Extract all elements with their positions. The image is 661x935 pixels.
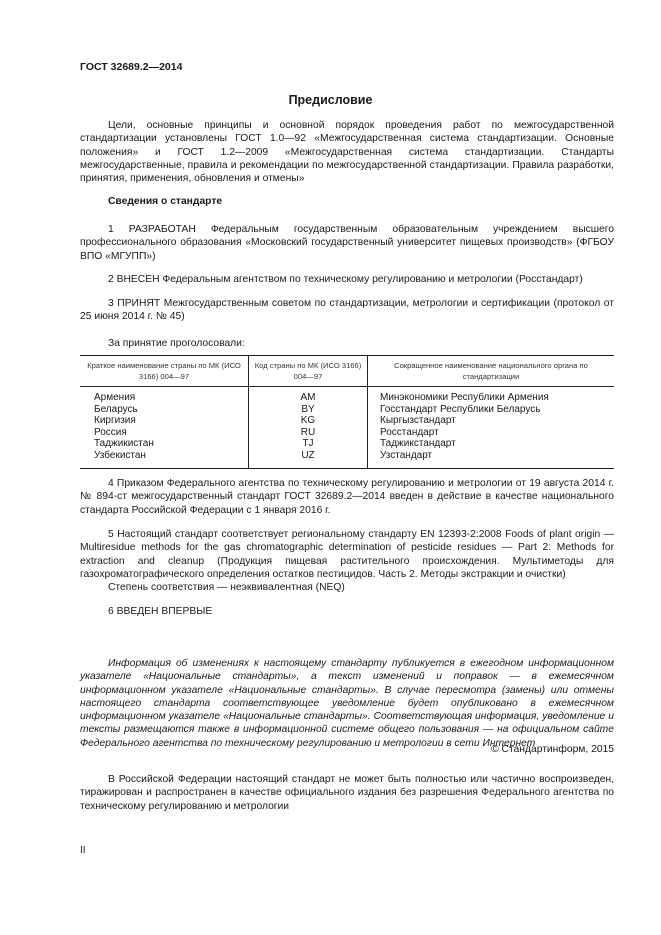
voting-table bbox=[80, 355, 614, 469]
page-number: II bbox=[80, 845, 86, 856]
item-2-paragraph: 2 ВНЕСЕН Федеральным агентством по техническому регулированию и метрологии (Росстандарт) bbox=[108, 274, 583, 285]
standards-body-name: Таджикстандарт bbox=[380, 438, 456, 450]
standards-body-name: Узстандарт bbox=[380, 449, 433, 461]
item-5-paragraph: 5 Настоящий стандарт соответствует региональному стандарту EN 12393-2:2008 Foods of plant origin — Multiresidue methods for the gas chromatographic determination of pesticide residues — Part 2: Methods for extraction and cleanup (Продукция пищевая растительного происхождения. Мультиметоды для газохроматографического определения остатков пестицидов. Часть 2. Методы экстракции и очистки) bbox=[80, 529, 614, 580]
voted-label: За принятие проголосовали: bbox=[108, 338, 245, 349]
rights-paragraph: В Российской Федерации настоящий стандарт не может быть полностью или частично воспроизведен, тиражирован и распространен в качестве официального издания без разрешения Федерального агентства по техническому регулированию и метрологии bbox=[80, 774, 614, 812]
country-code: AM bbox=[300, 392, 316, 403]
body-cell bbox=[368, 387, 615, 469]
country-name: Киргизия bbox=[94, 415, 136, 427]
standards-body-name: Минэкономики Республики Армения bbox=[380, 392, 549, 403]
country-code: UZ bbox=[301, 449, 315, 461]
section-subheading: Сведения о стандарте bbox=[108, 196, 223, 207]
country-code: TJ bbox=[302, 438, 314, 450]
item-3-paragraph: 3 ПРИНЯТ Межгосударственным советом по стандартизации, метрологии и сертификации (протокол от 25 июня 2014 г. № 45) bbox=[80, 298, 614, 323]
intro-paragraph: Цели, основные принципы и основной порядок проведения работ по межгосударственной стандартизации установлены ГОСТ 1.0—92 «Межгосударственная система стандартизации. Основные положения» и ГОСТ 1.2—2009 «Межгосударственная система стандартизации. Стандарты межгосударственные, правила и рекомендации по межгосударственной стандартизации. Правила разработки, принятия, применения, обновления и отмены» bbox=[80, 120, 614, 185]
code-cell bbox=[249, 387, 368, 469]
info-notice: Информация об изменениях к настоящему стандарту публикуется в ежегодном информационном указателе «Национальные стандарты», а текст изменений и поправок — в ежемесячном информационном указателе «Национальные стандарты». В случае пересмотра (замены) или отмены настоящего стандарта соответствующее уведомление будет опубликовано в ежемесячном информационном указателе «Национальные стандарты». Соответствующая информация, уведомление и тексты размещаются также в информационной системе общего пользования — на официальном сайте Федерального агентства по техническому регулированию и метрологии в сети Интернет bbox=[80, 658, 614, 749]
country-name: Армения bbox=[94, 392, 136, 403]
item-4-paragraph: 4 Приказом Федерального агентства по техническому регулированию и метрологии от 19 августа 2014 г. № 894-ст межгосударственный стандарт ГОСТ 32689.2—2014 введен в действие в качестве национального стандарта Российской Федерации с 1 января 2016 г. bbox=[80, 478, 614, 516]
item-1-paragraph: 1 РАЗРАБОТАН Федеральным государственным образовательным учреждением высшего профессионального образования «Московский государственный университет пищевых производств» (ФГБОУ ВПО «МГУПП») bbox=[80, 224, 614, 262]
country-name: Россия bbox=[94, 426, 127, 438]
country-cell bbox=[80, 387, 249, 469]
standards-body-name: Госстандарт Республики Беларусь bbox=[380, 403, 541, 415]
table-header-row bbox=[80, 356, 614, 387]
country-name: Узбекистан bbox=[94, 449, 146, 461]
standards-body-name: Кыргызстандарт bbox=[380, 415, 456, 427]
country-name: Беларусь bbox=[94, 403, 138, 415]
table-row bbox=[80, 387, 614, 469]
document-header: ГОСТ 32689.2—2014 bbox=[80, 61, 183, 73]
country-code: KG bbox=[300, 415, 316, 427]
item-5-degree: Степень соответствия — неэквивалентная (NEQ) bbox=[108, 582, 345, 593]
country-code: RU bbox=[300, 426, 316, 438]
column-header-country: Краткое наименование страны по МК (ИСО 3166) 004—97 bbox=[80, 356, 249, 387]
column-header-body: Сокращенное наименование национального органа по стандартизации bbox=[368, 356, 615, 387]
standards-body-name: Росстандарт bbox=[380, 426, 439, 438]
country-code: BY bbox=[301, 403, 315, 415]
country-name: Таджикистан bbox=[94, 438, 154, 450]
item-6-paragraph: 6 ВВЕДЕН ВПЕРВЫЕ bbox=[108, 606, 213, 617]
column-header-code: Код страны по МК (ИСО 3166) 004—97 bbox=[249, 356, 368, 387]
copyright-line: © Стандартинформ, 2015 bbox=[491, 744, 614, 755]
page-title: Предисловие bbox=[288, 93, 373, 107]
